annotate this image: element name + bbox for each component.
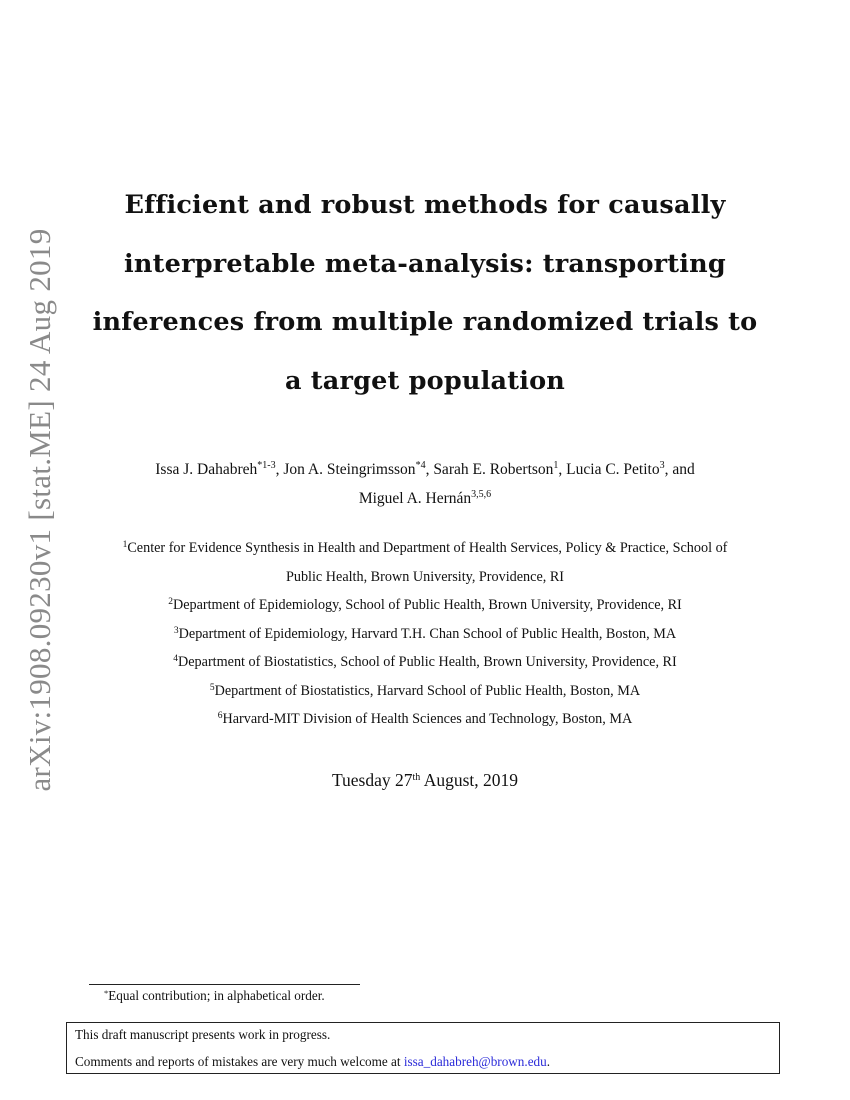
author-affiliation-mark: *1-3 — [257, 460, 276, 471]
date-ordinal: th — [412, 772, 421, 783]
title-line: Efficient and robust methods for causally — [124, 190, 726, 220]
draft-notice-box — [66, 1022, 780, 1074]
affiliation-item — [60, 705, 790, 734]
title-line: interpretable meta-analysis: transporting — [124, 248, 726, 279]
comments-notice — [75, 1054, 550, 1070]
author-affiliation-mark: 3,5,6 — [471, 489, 492, 500]
affiliation-text: Department of Biostatistics, School of Public Health, Brown University, Providence, RI — [178, 654, 677, 670]
affiliation-number: 4 — [173, 654, 179, 664]
author-separator: , — [275, 461, 284, 478]
affiliation-text: Harvard-MIT Division of Health Sciences and Technology, Boston, MA — [222, 711, 633, 727]
paper-title — [90, 176, 760, 410]
comments-notice-text: Comments and reports of mistakes are very much welcome at — [75, 1054, 404, 1069]
author-affiliation-mark: 3 — [659, 460, 665, 471]
author-affiliation-mark: 1 — [553, 460, 559, 471]
draft-notice-text: This draft manuscript presents work in progress. — [75, 1027, 331, 1042]
footnote-divider — [89, 984, 360, 985]
comments-notice-period: . — [546, 1054, 551, 1069]
author-list — [60, 455, 790, 513]
affiliation-number: 1 — [122, 540, 128, 550]
author-name: Issa J. Dahabreh — [155, 461, 258, 478]
affiliation-item — [60, 534, 790, 563]
affiliation-text: Department of Epidemiology, School of Public Health, Brown University, Providence, RI — [172, 597, 682, 613]
author-name: Jon A. Steingrimsson — [283, 461, 416, 478]
author-separator: , — [425, 461, 434, 478]
arxiv-identifier-stamp: arXiv:1908.09230v1 [stat.ME] 24 Aug 2019 — [22, 228, 57, 792]
author-separator: , — [558, 461, 567, 478]
title-line: inferences from multiple randomized trials to — [92, 307, 758, 337]
title-line: a target population — [284, 365, 566, 396]
author-name: Lucia C. Petito — [566, 461, 660, 478]
email-link[interactable]: issa_dahabreh@brown.edu — [403, 1054, 547, 1069]
author-name: Miguel A. Hernán — [358, 490, 472, 507]
author-line — [60, 455, 790, 484]
affiliation-text: Department of Epidemiology, Harvard T.H. Chan School of Public Health, Boston, MA — [178, 625, 677, 642]
affiliation-item — [60, 620, 790, 649]
date-day: Tuesday 27 — [331, 770, 413, 790]
author-name: Sarah E. Robertson — [433, 461, 554, 478]
affiliation-item — [60, 648, 790, 677]
affiliation-text: Public Health, Brown University, Providence, RI — [285, 568, 565, 585]
affiliation-item-continued — [60, 563, 790, 592]
affiliation-text: Department of Biostatistics, Harvard School of Public Health, Boston, MA — [214, 682, 641, 699]
author-line — [60, 484, 790, 513]
affiliation-number: 6 — [217, 711, 223, 721]
date-month-year: August, 2019 — [420, 770, 519, 790]
affiliation-text: Center for Evidence Synthesis in Health and Department of Health Services, Policy & Practice, School of — [127, 540, 728, 556]
author-affiliation-mark: *4 — [415, 460, 426, 471]
affiliation-number: 3 — [173, 625, 179, 636]
footnote — [104, 988, 325, 1004]
affiliation-item — [60, 591, 790, 620]
footnote-mark: * — [104, 988, 109, 998]
affiliation-number: 2 — [168, 597, 173, 607]
affiliation-list — [60, 534, 790, 734]
affiliation-item — [60, 677, 790, 706]
affiliation-number: 5 — [209, 682, 215, 693]
author-separator: , and — [664, 461, 695, 478]
publication-date — [60, 770, 790, 791]
footnote-text: Equal contribution; in alphabetical order. — [108, 988, 325, 1003]
